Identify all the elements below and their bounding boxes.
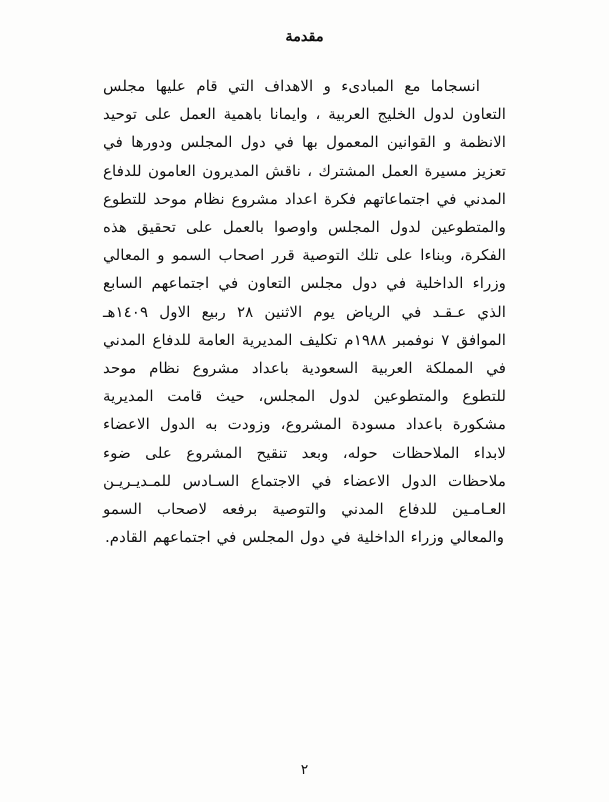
page-title: مقدمة — [285, 28, 324, 45]
paragraph: انسجاما مع المبادىء و الاهداف التي قام عليها مجلس التعاون لدول الخليج العربية ، وايمانا باهمية العمل على توحيد الانظمة و القوانين المعمول بها في دول المجلس ودورها في تعزيز مسيرة العمل المشترك ، ناقش المديرون العامون للدفاع المدني في اجتماعاتهم فكرة اعداد مشروع نظام موحد للتطوع والمتطوعين لدول المجلس واوصوا بالعمل على تحقيق هذه الفكرة، وبناءا على تلك التوصية قرر اصحاب السمو و المعالي وزراء الداخلية في دول مجلس التعاون في اجتماعهم السابع الذي عـقـد في الرياض يوم الاثنين ٢٨ ربيع الاول ١٤٠٩هـ الموافق ٧ نوفمبر ١٩٨٨م تكليف المديرية العامة للدفاع المدني في المملكة العربية السعودية باعداد مشروع نظام موحد للتطوع والمتطوعين لدول المجلس، حيث قامت المديرية مشكورة باعداد مسودة المشروع، وزودت به الدول الاعضاء لابداء الملاحظات حوله، وبعد تنقيح المشروع على ضوء ملاحظات الدول الاعضاء في الاجتماع السـادس للمـديـريـن العـامـين للدفاع المدني والتوصية برفعه لاصحاب السمو والمعالي وزراء الداخلية في دول المجلس في اجتماعهم القادم. — [103, 77, 506, 547]
page-number: ٢ — [300, 762, 309, 778]
body-text — [103, 72, 506, 551]
